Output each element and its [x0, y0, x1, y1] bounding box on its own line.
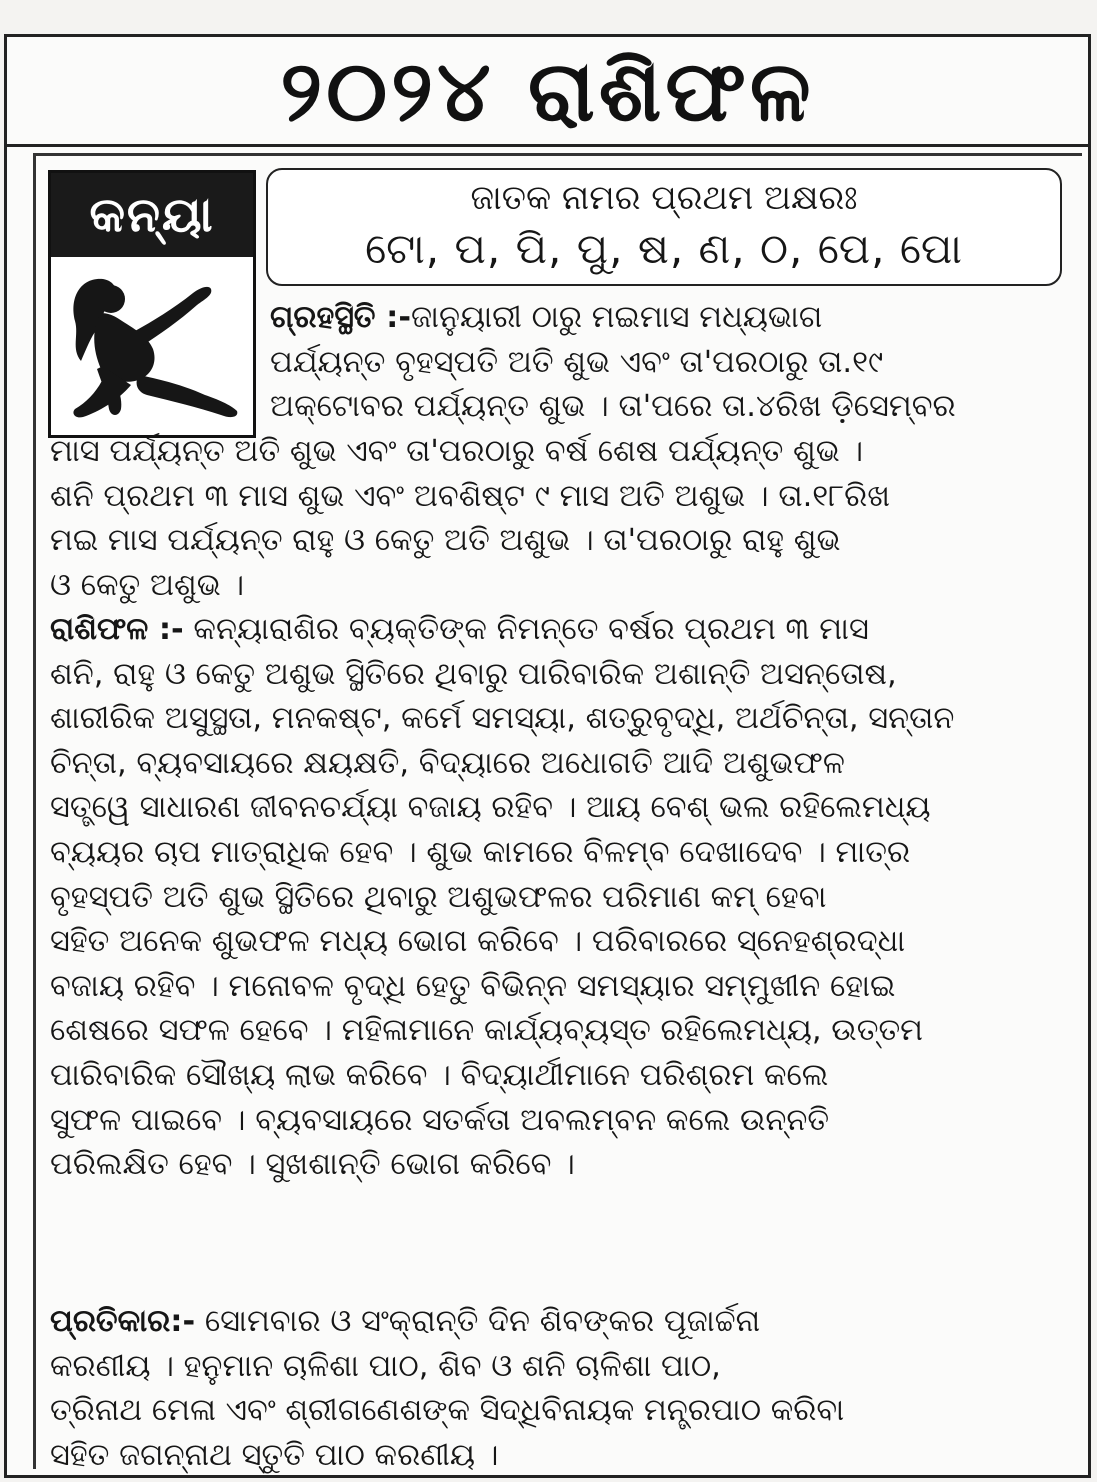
text-line: କନ୍ୟାରାଶିର ବ୍ୟକ୍ତିଙ୍କ ନିମନ୍ତେ ବର୍ଷର ପ୍ରଥମ ୩ ମାସ: [193, 612, 869, 647]
sign-name: କନ୍ୟା: [51, 173, 253, 257]
text-line: ସତ୍ତ୍ୱେ ସାଧାରଣ ଜୀବନଚର୍ଯ୍ୟା ବଜାୟ ରହିବ । ଆୟ ବେଶ୍ ଭଲ ରହିଲେମଧ୍ୟ: [50, 790, 931, 826]
text-line: [50, 608, 954, 653]
planet-position-paragraph: [270, 296, 956, 430]
text-line: ଜାନୁୟାରୀ ଠାରୁ ମଇମାସ ମଧ୍ୟଭାଗ: [410, 300, 823, 335]
horoscope-label: ରାଶିଫଳ :-: [50, 612, 184, 647]
remedy-label: ପ୍ରତିକାର:-: [50, 1304, 196, 1339]
virgo-figure-icon: [61, 269, 243, 429]
page-title: ୨୦୨୪ ରାଶିଫଳ: [7, 37, 1088, 147]
text-line: ମାସ ପର୍ଯ୍ୟନ୍ତ ଅତି ଶୁଭ ଏବଂ ତା'ପରଠାରୁ ବର୍ଷ ଶେଷ ପର୍ଯ୍ୟନ୍ତ ଶୁଭ ।: [50, 434, 864, 469]
planet-position-label: ଗ୍ରହସ୍ଥିତି :-: [270, 300, 411, 335]
text-line: କରଣୀୟ । ହନୁମାନ ଚାଳିଶା ପାଠ, ଶିବ ଓ ଶନି ଚାଳିଶା ପାଠ,: [50, 1348, 721, 1384]
letters-list: ଟୋ, ପ, ପି, ପୁ, ଷ, ଣ, ଠ, ପେ, ପୋ: [365, 224, 963, 273]
text-line: ଶନି, ରାହୁ ଓ କେତୁ ଅଶୁଭ ସ୍ଥିତିରେ ଥିବାରୁ ପାରିବାରିକ ଅଶାନ୍ତି ଅସନ୍ତୋଷ,: [50, 656, 897, 692]
remedy-paragraph: [50, 1300, 844, 1478]
zodiac-sign-panel: [48, 170, 256, 438]
text-line: ଅକ୍ଟୋବର ପର୍ଯ୍ୟନ୍ତ ଶୁଭ । ତା'ପରେ ତା.୪ରିଖ ଡ଼ିସେମ୍ବର: [270, 389, 956, 425]
text-line: ମଇ ମାସ ପର୍ଯ୍ୟନ୍ତ ରାହୁ ଓ କେତୁ ଅତି ଅଶୁଭ । ତା'ପରଠାରୁ ରାହୁ ଶୁଭ: [50, 523, 841, 559]
article-frame: [4, 34, 1091, 1478]
text-line: ଶନି ପ୍ରଥମ ୩ ମାସ ଶୁଭ ଏବଂ ଅବଶିଷ୍ଟ ୯ ମାସ ଅତି ଅଶୁଭ । ତା.୧୮ରିଖ: [50, 478, 891, 514]
text-line: ଶେଷରେ ସଫଳ ହେବେ । ମହିଳାମାନେ କାର୍ଯ୍ୟବ୍ୟସ୍ତ ରହିଲେମଧ୍ୟ, ଉତ୍ତମ: [50, 1013, 923, 1049]
text-line: ଚିନ୍ତା, ବ୍ୟବସାୟରେ କ୍ଷୟକ୍ଷତି, ବିଦ୍ୟାରେ ଅଧୋଗତି ଆଦି ଅଶୁଭଫଳ: [50, 745, 845, 781]
text-line: ଶାରୀରିକ ଅସୁସ୍ଥତା, ମନକଷ୍ଟ, କର୍ମେ ସମସ୍ୟା, ଶତ୍ରୁବୃଦ୍ଧି, ଅର୍ଥଚିନ୍ତା, ସନ୍ତାନ: [50, 701, 955, 737]
horoscope-paragraph: [50, 608, 954, 1188]
text-line: ଓ କେତୁ ଅଶୁଭ ।: [50, 567, 245, 603]
text-line: [270, 296, 956, 341]
text-line: ସହିତ ଜଗନ୍ନାଥ ସ୍ତୁତି ପାଠ କରଣୀୟ ।: [50, 1437, 499, 1473]
text-line: ପରିଲକ୍ଷିତ ହେବ । ସୁଖଶାନ୍ତି ଭୋଗ କରିବେ ।: [50, 1147, 575, 1183]
text-line: ସହିତ ଅନେକ ଶୁଭଫଳ ମଧ୍ୟ ଭୋଗ କରିବେ । ପରିବାରରେ ସ୍ନେହଶ୍ରଦ୍ଧା: [50, 924, 906, 960]
text-line: ବଜାୟ ରହିବ । ମନୋବଳ ବୃଦ୍ଧି ହେତୁ ବିଭିନ୍ନ ସମସ୍ୟାର ସମ୍ମୁଖୀନ ହୋଇ: [50, 968, 896, 1004]
initial-letters-box: [266, 168, 1062, 286]
letters-title: ଜାତକ ନାମର ପ୍ରଥମ ଅକ୍ଷରଃ: [470, 178, 858, 218]
text-line: ସୁଫଳ ପାଇବେ । ବ୍ୟବସାୟରେ ସତର୍କତା ଅବଲମ୍ବନ କଲେ ଉନ୍ନତି: [50, 1102, 830, 1138]
text-line: [50, 1300, 844, 1345]
article-body: [33, 153, 1082, 1473]
text-line: ତ୍ରିନାଥ ମେଳା ଏବଂ ଶ୍ରୀଗଣେଶଙ୍କ ସିଦ୍ଧିବିନାୟକ ମନ୍ତ୍ରପାଠ କରିବା: [50, 1393, 845, 1429]
text-line: ପର୍ଯ୍ୟନ୍ତ ବୃହସ୍ପତି ଅତି ଶୁଭ ଏବଂ ତା'ପରଠାରୁ ତା.୧୯: [270, 344, 884, 380]
text-line: ପାରିବାରିକ ସୌଖ୍ୟ ଲାଭ କରିବେ । ବିଦ୍ୟାର୍ଥୀମାନେ ପରିଶ୍ରମ କଲେ: [50, 1057, 829, 1093]
text-line: ବ୍ୟୟର ଚାପ ମାତ୍ରାଧିକ ହେବ । ଶୁଭ କାମରେ ବିଳମ୍ବ ଦେଖାଦେବ । ମାତ୍ର: [50, 834, 911, 870]
planet-position-continuation: [50, 430, 890, 608]
text-line: ବୃହସ୍ପତି ଅତି ଶୁଭ ସ୍ଥିତିରେ ଥିବାରୁ ଅଶୁଭଫଳର ପରିମାଣ କମ୍ ହେବା: [50, 879, 827, 915]
text-line: ସୋମବାର ଓ ସଂକ୍ରାନ୍ତି ଦିନ ଶିବଙ୍କର ପୂଜାର୍ଚ୍ଚନା: [204, 1304, 761, 1339]
